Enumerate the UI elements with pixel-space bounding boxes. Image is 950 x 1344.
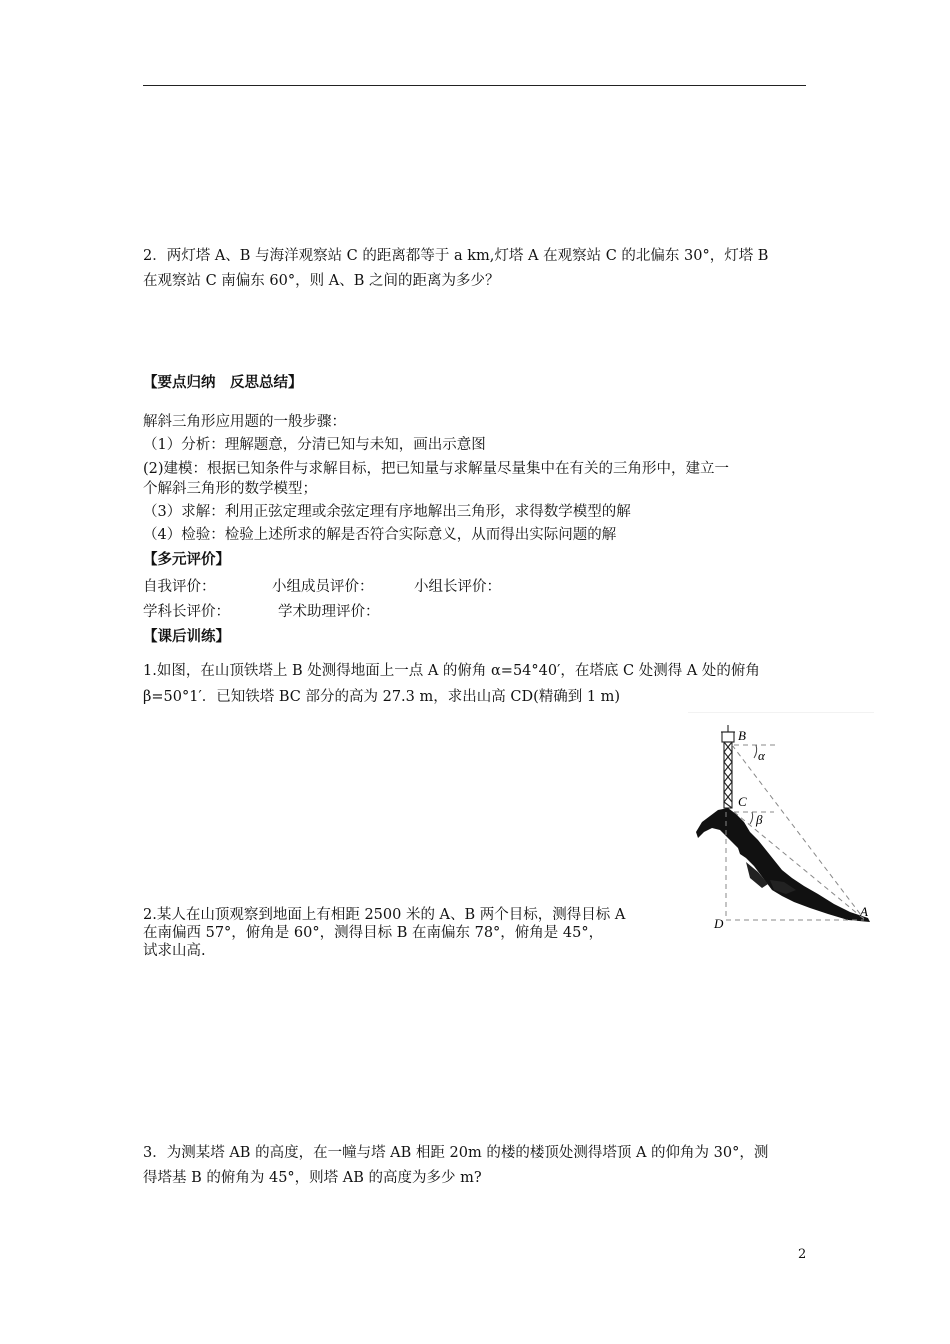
summary-step1: （1）分析：理解题意，分清已知与未知，画出示意图: [143, 437, 486, 453]
mountain-tower-figure: [688, 712, 874, 934]
hw-p1-line2: β=50°1′．已知铁塔 BC 部分的高为 27.3 m，求出山高 CD(精确到 1 m): [143, 689, 621, 705]
evaluation-heading: 【多元评价】: [143, 552, 230, 568]
summary-step2a: (2)建模：根据已知条件与求解目标，把已知量与求解量尽量集中在有关的三角形中，建立一: [143, 461, 730, 477]
summary-heading: 【要点归纳 反思总结】: [143, 375, 303, 391]
label-alpha: α: [758, 748, 765, 763]
q2-line2: 在观察站 C 南偏东 60°，则 A、B 之间的距离为多少？: [143, 273, 500, 289]
summary-step3: （3）求解：利用正弦定理或余弦定理有序地解出三角形，求得数学模型的解: [143, 504, 631, 520]
tower-drawing: [721, 725, 735, 808]
eval-assistant: 学术助理评价：: [278, 604, 380, 620]
header-rule: [143, 85, 806, 86]
hw-p3-line1: 3．为测某塔 AB 的高度，在一幢与塔 AB 相距 20m 的楼的楼顶处测得塔顶 A 的仰角为 30°，测: [143, 1145, 769, 1161]
eval-group-leader: 小组长评价：: [414, 579, 501, 595]
eval-subject-leader: 学科长评价：: [143, 604, 230, 620]
summary-step4: （4）检验：检验上述所求的解是否符合实际意义，从而得出实际问题的解: [143, 527, 617, 543]
eval-group-member: 小组成员评价：: [272, 579, 374, 595]
hw-p3-line2: 得塔基 B 的俯角为 45°，则塔 AB 的高度为多少 m?: [143, 1170, 482, 1186]
hw-p2-line2: 在南偏西 57°，俯角是 60°，测得目标 B 在南偏东 78°，俯角是 45°，: [143, 925, 604, 941]
label-d: D: [714, 916, 724, 931]
label-b: B: [738, 728, 746, 743]
summary-step2b: 个解斜三角形的数学模型；: [143, 481, 317, 497]
label-beta: β: [756, 812, 763, 827]
hw-p1-line1: 1.如图，在山顶铁塔上 B 处测得地面上一点 A 的俯角 α=54°40′，在塔底 C 处测得 A 处的俯角: [143, 663, 760, 679]
page-number: 2: [798, 1247, 807, 1262]
hw-p2-line3: 试求山高.: [143, 943, 206, 959]
eval-self: 自我评价：: [143, 579, 216, 595]
q2-line1: 2．两灯塔 A、B 与海洋观察站 C 的距离都等于 a km,灯塔 A 在观察站 C 的北偏东 30°，灯塔 B: [143, 248, 769, 264]
hw-p2-line1: 2.某人在山顶观察到地面上有相距 2500 米的 A、B 两个目标，测得目标 A: [143, 907, 626, 923]
label-a: A: [860, 904, 868, 919]
homework-heading: 【课后训练】: [143, 629, 230, 645]
summary-intro: 解斜三角形应用题的一般步骤：: [143, 414, 346, 430]
label-c: C: [738, 794, 747, 809]
mountain-silhouette: [696, 808, 870, 922]
